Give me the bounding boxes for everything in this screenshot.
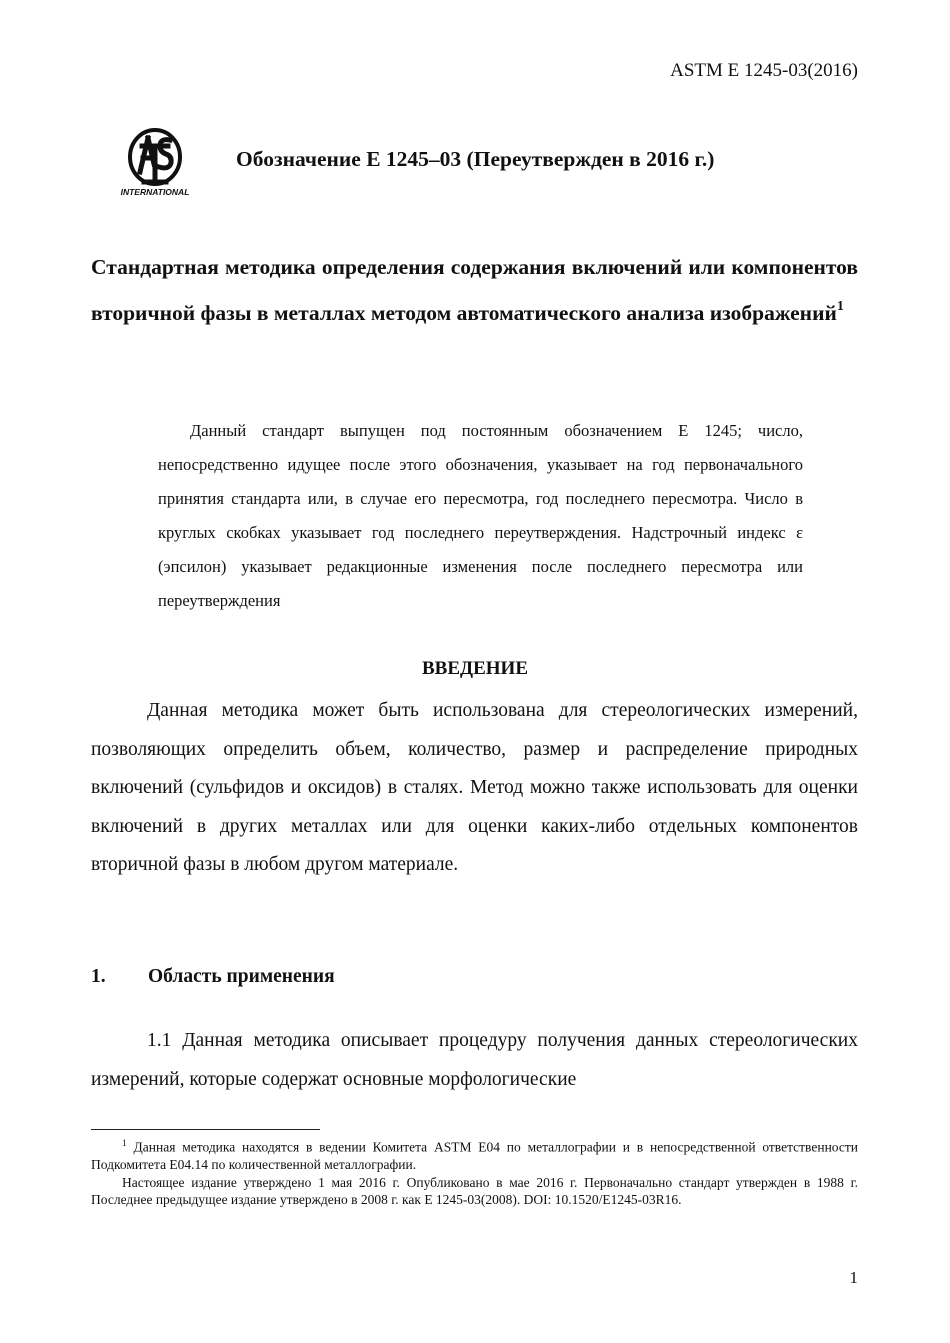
footnote-marker: 1 <box>122 1139 127 1149</box>
page-number: 1 <box>849 1268 858 1287</box>
title-text: Стандартная методика определения содержания включений или компонентов вторичной фазы в металлах методом автоматического анализа изображений <box>91 255 858 326</box>
astm-logo <box>114 128 196 198</box>
svg-text:INTERNATIONAL: INTERNATIONAL <box>120 187 190 197</box>
introduction-paragraph: Данная методика может быть использована для стереологических измерений, позволяющих определить объем, количество, размер и распределение природных включений (сульфидов и оксидов) в сталях. Метод можно также использовать для оценки включений в других металлах или для оценки каких-либо отдельных компонентов вторичной фазы в любом другом материале. <box>91 700 858 876</box>
document-designation: Обозначение E 1245–03 (Переутвержден в 2016 г.) <box>236 147 715 171</box>
standard-code: ASTM E 1245-03(2016) <box>670 60 858 81</box>
preamble-note: Данный стандарт выпущен под постоянным обозначением E 1245; число, непосредственно идущее после этого обозначения, указывает на год первоначального принятия стандарта или, в случае его пересмотра, год последнего пересмотра. Число в круглых скобках указывает год последнего переутверждения. Надстрочный индекс ε (эпсилон) указывает редакционные изменения после последнего пересмотра или переутверждения <box>158 421 803 610</box>
introduction-heading: ВВЕДЕНИЕ <box>422 658 528 679</box>
footnote-text-1: Данная методика находятся в ведении Комитета ASTM E04 по металлографии и в непосредственной ответственности Подкомитета E04.14 по количественной металлографии. <box>91 1139 858 1172</box>
footnote-paragraph-1 <box>91 1136 858 1174</box>
document-title <box>91 246 858 334</box>
section-number: 1. <box>91 966 106 987</box>
section-title: Область применения <box>148 966 335 987</box>
footnote-divider <box>91 1129 320 1130</box>
footnote-paragraph-2: Настоящее издание утверждено 1 мая 2016 г. Опубликовано в мае 2016 г. Первоначально стандарт утвержден в 1988 г. Последнее предыдущее издание утверждено в 2008 г. как E 1245-03(2008). DOI: 10.1520/E1245-03R16. <box>91 1174 858 1207</box>
clause-1-1: 1.1 Данная методика описывает процедуру получения данных стереологических измерений, которые содержат основные морфологические <box>91 1030 858 1090</box>
astm-logo-icon <box>114 128 196 198</box>
title-footnote-ref: 1 <box>836 299 844 314</box>
footnote <box>91 1136 858 1209</box>
